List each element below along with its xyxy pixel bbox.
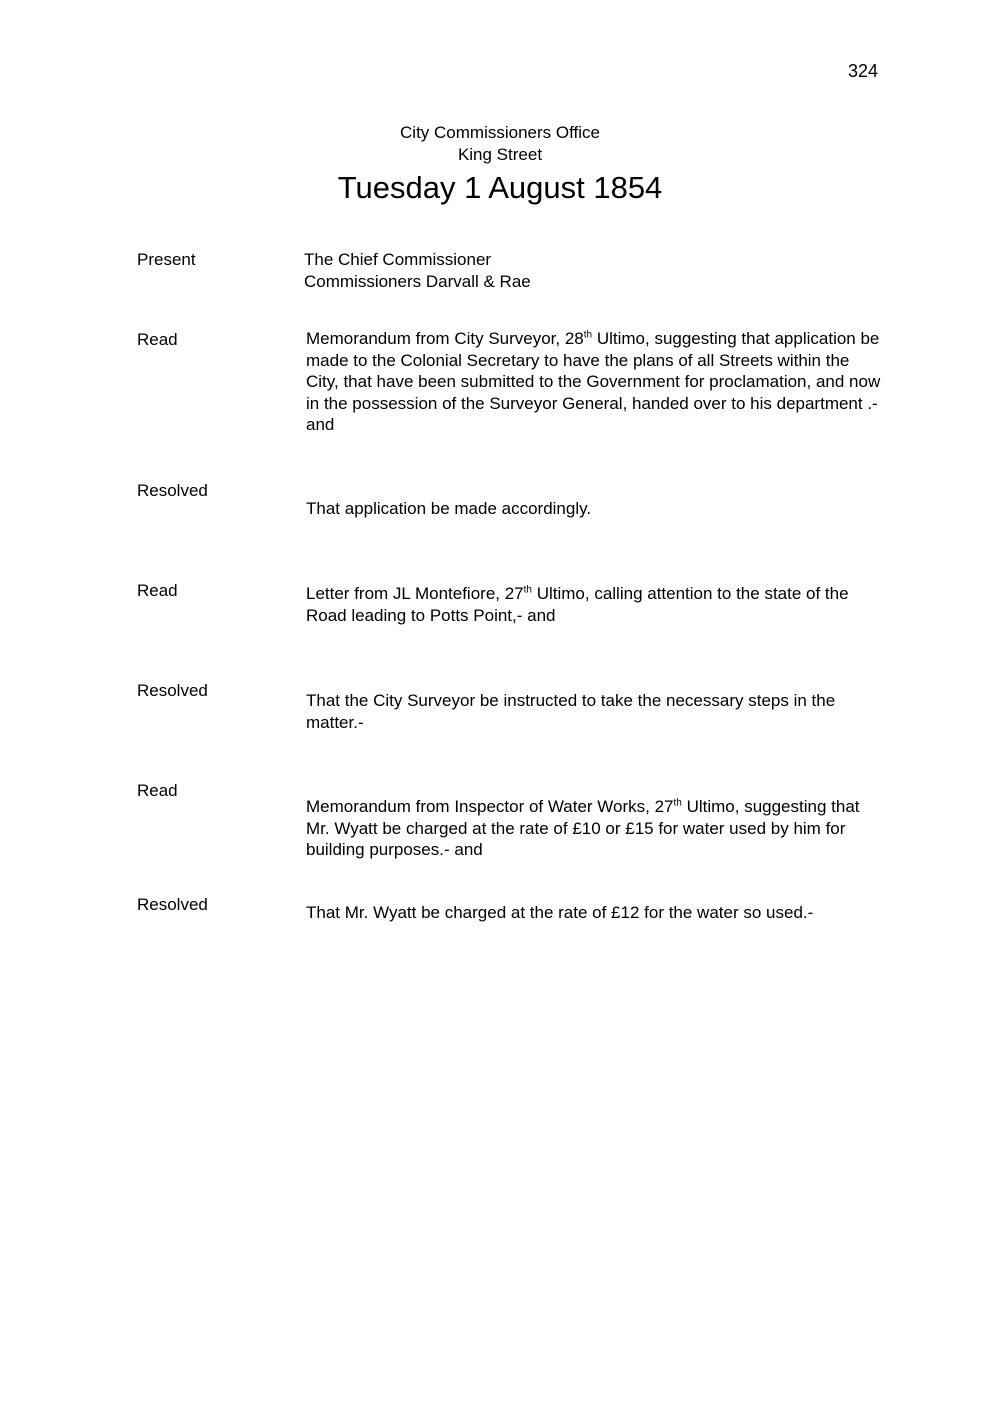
entry-text-read (306, 796, 881, 861)
present-attendees (304, 249, 894, 292)
entry-label-read: Read (137, 581, 178, 600)
page-number: 324 (847, 61, 878, 81)
meeting-date: Tuesday 1 August 1854 (337, 170, 663, 205)
entry-label-read: Read (137, 330, 178, 349)
entry-label-resolved: Resolved (137, 481, 208, 500)
attendee-line: Commissioners Darvall & Rae (304, 271, 531, 291)
ordinal-suffix: th (583, 329, 593, 341)
entry-text-resolved: That application be made accordingly. (306, 499, 592, 518)
ordinal-suffix: th (673, 797, 682, 809)
entry-text-pre: Letter from JL Montefiore, 27 (306, 584, 524, 603)
entry-text-resolved: That the City Surveyor be instructed to take the necessary steps in the matter.- (306, 691, 836, 732)
minutes-header (0, 122, 1000, 206)
entry-text-read (306, 328, 881, 436)
entry-label-read: Read (137, 781, 178, 800)
entry-text-post: Ultimo, suggesting that Mr. Wyatt be charged at the rate of £10 or £15 for water used by him for building purposes.- and (306, 797, 860, 859)
attendee-line: The Chief Commissioner (304, 250, 492, 269)
entry-text-pre: Memorandum from Inspector of Water Works, 27 (306, 797, 674, 816)
entry-text-post: Ultimo, calling attention to the state of the Road leading to Potts Point,- and (306, 584, 849, 625)
entry-label-resolved: Resolved (137, 681, 208, 700)
entry-text-resolved: That Mr. Wyatt be charged at the rate of £12 for the water so used.- (306, 903, 814, 922)
entry-text-read (306, 583, 881, 626)
office-name: City Commissioners Office (400, 123, 600, 142)
entry-text-pre: Memorandum from City Surveyor, 28 (306, 329, 584, 348)
ordinal-suffix: th (523, 584, 532, 596)
entry-label-resolved: Resolved (137, 895, 208, 914)
entry-text-post: Ultimo, suggesting that application be made to the Colonial Secretary to have the plans of all Streets within the City, that have been submitted to the Government for proclamation, and now in the possession of the Surveyor General, handed over to his department .- and (306, 329, 881, 434)
street-name: King Street (457, 145, 543, 164)
present-label: Present (137, 250, 196, 269)
